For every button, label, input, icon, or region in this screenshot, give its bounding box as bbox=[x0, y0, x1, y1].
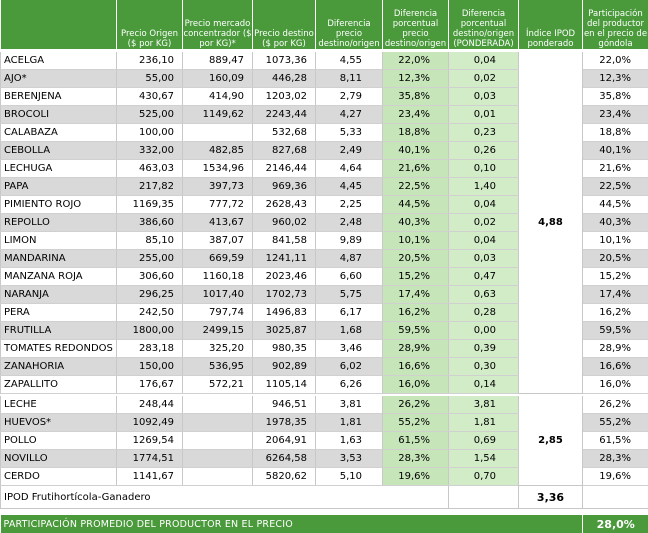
table-row bbox=[1, 52, 648, 70]
precio-origen-cell: 1141,67 bbox=[117, 468, 183, 486]
product-name: REPOLLO bbox=[1, 214, 117, 232]
diferencia-porcentual-cell: 12,3% bbox=[383, 70, 449, 88]
product-name: PAPA bbox=[1, 178, 117, 196]
participacion-cell: 12,3% bbox=[583, 70, 648, 88]
precio-origen-cell: 55,00 bbox=[117, 70, 183, 88]
precio-mercado-cell bbox=[183, 468, 253, 486]
product-name: CERDO bbox=[1, 468, 117, 486]
header-ponderada: Diferencia porcentual destino/origen (PONDERADA) bbox=[449, 0, 519, 49]
ipod-group-index: 4,88 bbox=[519, 52, 583, 394]
participacion-cell: 16,2% bbox=[583, 304, 648, 322]
diferencia-porcentual-cell: 16,2% bbox=[383, 304, 449, 322]
ponderada-cell: 0,04 bbox=[449, 196, 519, 214]
participacion-cell: 18,8% bbox=[583, 124, 648, 142]
precio-mercado-cell: 669,59 bbox=[183, 250, 253, 268]
precio-mercado-cell: 2499,15 bbox=[183, 322, 253, 340]
precio-origen-cell: 85,10 bbox=[117, 232, 183, 250]
precio-destino-cell: 2064,91 bbox=[253, 432, 316, 450]
product-name: AJO* bbox=[1, 70, 117, 88]
diferencia-cell: 2,79 bbox=[316, 88, 383, 106]
precio-origen-cell: 1800,00 bbox=[117, 322, 183, 340]
precio-origen-cell: 525,00 bbox=[117, 106, 183, 124]
diferencia-porcentual-cell: 20,5% bbox=[383, 250, 449, 268]
ponderada-cell: 3,81 bbox=[449, 396, 519, 414]
precio-destino-cell: 446,28 bbox=[253, 70, 316, 88]
ipod-label: IPOD Frutihortícola-Ganadero bbox=[1, 486, 449, 509]
diferencia-porcentual-cell: 21,6% bbox=[383, 160, 449, 178]
diferencia-cell: 6,60 bbox=[316, 268, 383, 286]
precio-origen-cell: 1774,51 bbox=[117, 450, 183, 468]
precio-destino-cell: 1702,73 bbox=[253, 286, 316, 304]
precio-mercado-cell: 1017,40 bbox=[183, 286, 253, 304]
precio-destino-cell: 1241,11 bbox=[253, 250, 316, 268]
participacion-cell: 28,9% bbox=[583, 340, 648, 358]
ponderada-cell: 1,54 bbox=[449, 450, 519, 468]
precio-destino-cell: 980,35 bbox=[253, 340, 316, 358]
product-name: LECHUGA bbox=[1, 160, 117, 178]
participacion-cell: 26,2% bbox=[583, 396, 648, 414]
precio-origen-cell: 430,67 bbox=[117, 88, 183, 106]
ponderada-cell: 0,10 bbox=[449, 160, 519, 178]
precio-mercado-cell: 797,74 bbox=[183, 304, 253, 322]
precio-destino-cell: 5820,62 bbox=[253, 468, 316, 486]
participacion-cell: 15,2% bbox=[583, 268, 648, 286]
participacion-cell: 22,0% bbox=[583, 52, 648, 70]
product-name: FRUTILLA bbox=[1, 322, 117, 340]
ipod-group-index: 2,85 bbox=[519, 396, 583, 486]
ponderada-cell: 0,03 bbox=[449, 250, 519, 268]
diferencia-cell: 8,11 bbox=[316, 70, 383, 88]
participacion-cell: 55,2% bbox=[583, 414, 648, 432]
precio-origen-cell: 248,44 bbox=[117, 396, 183, 414]
product-name: NOVILLO bbox=[1, 450, 117, 468]
precio-origen-cell: 150,00 bbox=[117, 358, 183, 376]
ponderada-cell: 0,26 bbox=[449, 142, 519, 160]
diferencia-porcentual-cell: 15,2% bbox=[383, 268, 449, 286]
diferencia-cell: 6,26 bbox=[316, 376, 383, 394]
diferencia-cell: 4,55 bbox=[316, 52, 383, 70]
ponderada-cell: 0,28 bbox=[449, 304, 519, 322]
precio-destino-cell: 6264,58 bbox=[253, 450, 316, 468]
diferencia-porcentual-cell: 61,5% bbox=[383, 432, 449, 450]
precio-origen-cell: 1169,35 bbox=[117, 196, 183, 214]
diferencia-porcentual-cell: 16,0% bbox=[383, 376, 449, 394]
precio-destino-cell: 2628,43 bbox=[253, 196, 316, 214]
ponderada-cell: 0,30 bbox=[449, 358, 519, 376]
precio-mercado-cell: 572,21 bbox=[183, 376, 253, 394]
table-row bbox=[1, 396, 648, 414]
participacion-cell: 59,5% bbox=[583, 322, 648, 340]
participacion-cell: 16,0% bbox=[583, 376, 648, 394]
precio-origen-cell: 463,03 bbox=[117, 160, 183, 178]
precio-origen-cell: 242,50 bbox=[117, 304, 183, 322]
ponderada-cell: 0,04 bbox=[449, 52, 519, 70]
ponderada-cell: 0,14 bbox=[449, 376, 519, 394]
fruit-vegetable-group bbox=[1, 52, 648, 394]
diferencia-porcentual-cell: 55,2% bbox=[383, 414, 449, 432]
header-precio-origen: Precio Origen ($ por KG) bbox=[117, 0, 183, 49]
ponderada-cell: 0,03 bbox=[449, 88, 519, 106]
precio-mercado-cell: 777,72 bbox=[183, 196, 253, 214]
ponderada-cell: 0,23 bbox=[449, 124, 519, 142]
product-name: PERA bbox=[1, 304, 117, 322]
diferencia-cell: 9,89 bbox=[316, 232, 383, 250]
diferencia-cell: 6,17 bbox=[316, 304, 383, 322]
product-name: HUEVOS* bbox=[1, 414, 117, 432]
precio-mercado-cell: 1160,18 bbox=[183, 268, 253, 286]
precio-destino-cell: 2243,44 bbox=[253, 106, 316, 124]
participation-label: PARTICIPACIÓN PROMEDIO DEL PRODUCTOR EN EL PRECIO bbox=[1, 515, 583, 533]
product-name: MANZANA ROJA bbox=[1, 268, 117, 286]
diferencia-porcentual-cell: 17,4% bbox=[383, 286, 449, 304]
ponderada-cell: 0,01 bbox=[449, 106, 519, 124]
diferencia-cell: 3,46 bbox=[316, 340, 383, 358]
ponderada-cell: 0,39 bbox=[449, 340, 519, 358]
diferencia-cell: 4,45 bbox=[316, 178, 383, 196]
precio-destino-cell: 1073,36 bbox=[253, 52, 316, 70]
precio-mercado-cell: 1149,62 bbox=[183, 106, 253, 124]
diferencia-porcentual-cell: 26,2% bbox=[383, 396, 449, 414]
precio-destino-cell: 841,58 bbox=[253, 232, 316, 250]
precio-destino-cell: 3025,87 bbox=[253, 322, 316, 340]
product-name: BROCOLI bbox=[1, 106, 117, 124]
product-name: ACELGA bbox=[1, 52, 117, 70]
ponderada-cell: 0,04 bbox=[449, 232, 519, 250]
product-name: ZAPALLITO bbox=[1, 376, 117, 394]
diferencia-cell: 2,49 bbox=[316, 142, 383, 160]
participacion-cell: 19,6% bbox=[583, 468, 648, 486]
precio-origen-cell: 236,10 bbox=[117, 52, 183, 70]
diferencia-porcentual-cell: 19,6% bbox=[383, 468, 449, 486]
precio-origen-cell: 386,60 bbox=[117, 214, 183, 232]
ponderada-cell: 0,47 bbox=[449, 268, 519, 286]
diferencia-porcentual-cell: 18,8% bbox=[383, 124, 449, 142]
precio-mercado-cell: 1534,96 bbox=[183, 160, 253, 178]
diferencia-cell: 3,81 bbox=[316, 396, 383, 414]
ponderada-cell: 1,40 bbox=[449, 178, 519, 196]
precio-origen-cell: 296,25 bbox=[117, 286, 183, 304]
ipod-value: 3,36 bbox=[519, 486, 583, 509]
diferencia-cell: 5,75 bbox=[316, 286, 383, 304]
participacion-cell: 35,8% bbox=[583, 88, 648, 106]
precio-destino-cell: 2146,44 bbox=[253, 160, 316, 178]
precio-destino-cell: 946,51 bbox=[253, 396, 316, 414]
header-diferencia: Diferencia precio destino/origen bbox=[316, 0, 383, 49]
precio-mercado-cell: 482,85 bbox=[183, 142, 253, 160]
precio-destino-cell: 902,89 bbox=[253, 358, 316, 376]
participation-value: 28,0% bbox=[583, 515, 648, 533]
diferencia-porcentual-cell: 22,5% bbox=[383, 178, 449, 196]
participation-row bbox=[1, 515, 648, 533]
header-participacion: Participación del productor en el precio de góndola bbox=[583, 0, 648, 49]
product-name: CALABAZA bbox=[1, 124, 117, 142]
precio-origen-cell: 283,18 bbox=[117, 340, 183, 358]
precio-destino-cell: 1105,14 bbox=[253, 376, 316, 394]
diferencia-porcentual-cell: 40,3% bbox=[383, 214, 449, 232]
precio-origen-cell: 1092,49 bbox=[117, 414, 183, 432]
diferencia-cell: 4,64 bbox=[316, 160, 383, 178]
precio-destino-cell: 2023,46 bbox=[253, 268, 316, 286]
precio-destino-cell: 1496,83 bbox=[253, 304, 316, 322]
precio-mercado-cell: 889,47 bbox=[183, 52, 253, 70]
precio-mercado-cell: 536,95 bbox=[183, 358, 253, 376]
precio-mercado-cell bbox=[183, 124, 253, 142]
participacion-cell: 16,6% bbox=[583, 358, 648, 376]
precio-destino-cell: 1203,02 bbox=[253, 88, 316, 106]
precio-mercado-cell bbox=[183, 396, 253, 414]
header-diferencia-porcentual: Diferencia porcentual precio destino/origen bbox=[383, 0, 449, 49]
diferencia-porcentual-cell: 23,4% bbox=[383, 106, 449, 124]
header-product bbox=[1, 0, 117, 49]
diferencia-cell: 4,87 bbox=[316, 250, 383, 268]
diferencia-cell: 2,25 bbox=[316, 196, 383, 214]
participacion-cell: 21,6% bbox=[583, 160, 648, 178]
diferencia-cell: 4,27 bbox=[316, 106, 383, 124]
product-name: POLLO bbox=[1, 432, 117, 450]
header-precio-mercado: Precio mercado concentrador ($ por KG)* bbox=[183, 0, 253, 49]
precio-mercado-cell bbox=[183, 450, 253, 468]
diferencia-porcentual-cell: 35,8% bbox=[383, 88, 449, 106]
precio-origen-cell: 332,00 bbox=[117, 142, 183, 160]
product-name: PIMIENTO ROJO bbox=[1, 196, 117, 214]
participacion-cell: 28,3% bbox=[583, 450, 648, 468]
precio-origen-cell: 217,82 bbox=[117, 178, 183, 196]
precio-mercado-cell bbox=[183, 432, 253, 450]
diferencia-porcentual-cell: 44,5% bbox=[383, 196, 449, 214]
ponderada-cell: 0,70 bbox=[449, 468, 519, 486]
ipod-row bbox=[1, 486, 648, 509]
participacion-cell: 17,4% bbox=[583, 286, 648, 304]
precio-mercado-cell: 413,67 bbox=[183, 214, 253, 232]
participacion-cell: 40,1% bbox=[583, 142, 648, 160]
precio-origen-cell: 100,00 bbox=[117, 124, 183, 142]
precio-mercado-cell: 387,07 bbox=[183, 232, 253, 250]
participacion-cell: 20,5% bbox=[583, 250, 648, 268]
diferencia-cell: 1,81 bbox=[316, 414, 383, 432]
diferencia-cell: 1,63 bbox=[316, 432, 383, 450]
ponderada-cell: 0,00 bbox=[449, 322, 519, 340]
precio-destino-cell: 960,02 bbox=[253, 214, 316, 232]
diferencia-cell: 5,10 bbox=[316, 468, 383, 486]
header-precio-destino: Precio destino ($ por KG) bbox=[253, 0, 316, 49]
precio-mercado-cell: 160,09 bbox=[183, 70, 253, 88]
product-name: BERENJENA bbox=[1, 88, 117, 106]
precio-mercado-cell: 397,73 bbox=[183, 178, 253, 196]
ponderada-cell: 0,63 bbox=[449, 286, 519, 304]
header-row bbox=[1, 0, 648, 49]
diferencia-cell: 3,53 bbox=[316, 450, 383, 468]
product-name: TOMATES REDONDOS bbox=[1, 340, 117, 358]
precio-mercado-cell: 414,90 bbox=[183, 88, 253, 106]
precio-origen-cell: 255,00 bbox=[117, 250, 183, 268]
participacion-cell: 61,5% bbox=[583, 432, 648, 450]
ponderada-cell: 0,02 bbox=[449, 70, 519, 88]
precio-origen-cell: 306,60 bbox=[117, 268, 183, 286]
participacion-cell: 10,1% bbox=[583, 232, 648, 250]
diferencia-cell: 6,02 bbox=[316, 358, 383, 376]
product-name: CEBOLLA bbox=[1, 142, 117, 160]
precio-mercado-cell: 325,20 bbox=[183, 340, 253, 358]
ponderada-cell: 1,81 bbox=[449, 414, 519, 432]
ponderada-cell: 0,69 bbox=[449, 432, 519, 450]
precio-destino-cell: 827,68 bbox=[253, 142, 316, 160]
diferencia-porcentual-cell: 28,3% bbox=[383, 450, 449, 468]
diferencia-porcentual-cell: 22,0% bbox=[383, 52, 449, 70]
precio-destino-cell: 1978,35 bbox=[253, 414, 316, 432]
participacion-cell: 23,4% bbox=[583, 106, 648, 124]
precio-destino-cell: 532,68 bbox=[253, 124, 316, 142]
precio-origen-cell: 1269,54 bbox=[117, 432, 183, 450]
ponderada-cell: 0,02 bbox=[449, 214, 519, 232]
diferencia-cell: 2,48 bbox=[316, 214, 383, 232]
product-name: NARANJA bbox=[1, 286, 117, 304]
diferencia-porcentual-cell: 40,1% bbox=[383, 142, 449, 160]
participacion-cell: 40,3% bbox=[583, 214, 648, 232]
livestock-group bbox=[1, 396, 648, 486]
diferencia-porcentual-cell: 28,9% bbox=[383, 340, 449, 358]
diferencia-porcentual-cell: 10,1% bbox=[383, 232, 449, 250]
product-name: MANDARINA bbox=[1, 250, 117, 268]
precio-origen-cell: 176,67 bbox=[117, 376, 183, 394]
diferencia-porcentual-cell: 59,5% bbox=[383, 322, 449, 340]
precio-destino-cell: 969,36 bbox=[253, 178, 316, 196]
participacion-cell: 22,5% bbox=[583, 178, 648, 196]
product-name: LIMON bbox=[1, 232, 117, 250]
header-indice-ipod: Índice IPOD ponderado bbox=[519, 0, 583, 49]
precio-mercado-cell bbox=[183, 414, 253, 432]
product-name: LECHE bbox=[1, 396, 117, 414]
product-name: ZANAHORIA bbox=[1, 358, 117, 376]
diferencia-porcentual-cell: 16,6% bbox=[383, 358, 449, 376]
diferencia-cell: 1,68 bbox=[316, 322, 383, 340]
diferencia-cell: 5,33 bbox=[316, 124, 383, 142]
participacion-cell: 44,5% bbox=[583, 196, 648, 214]
